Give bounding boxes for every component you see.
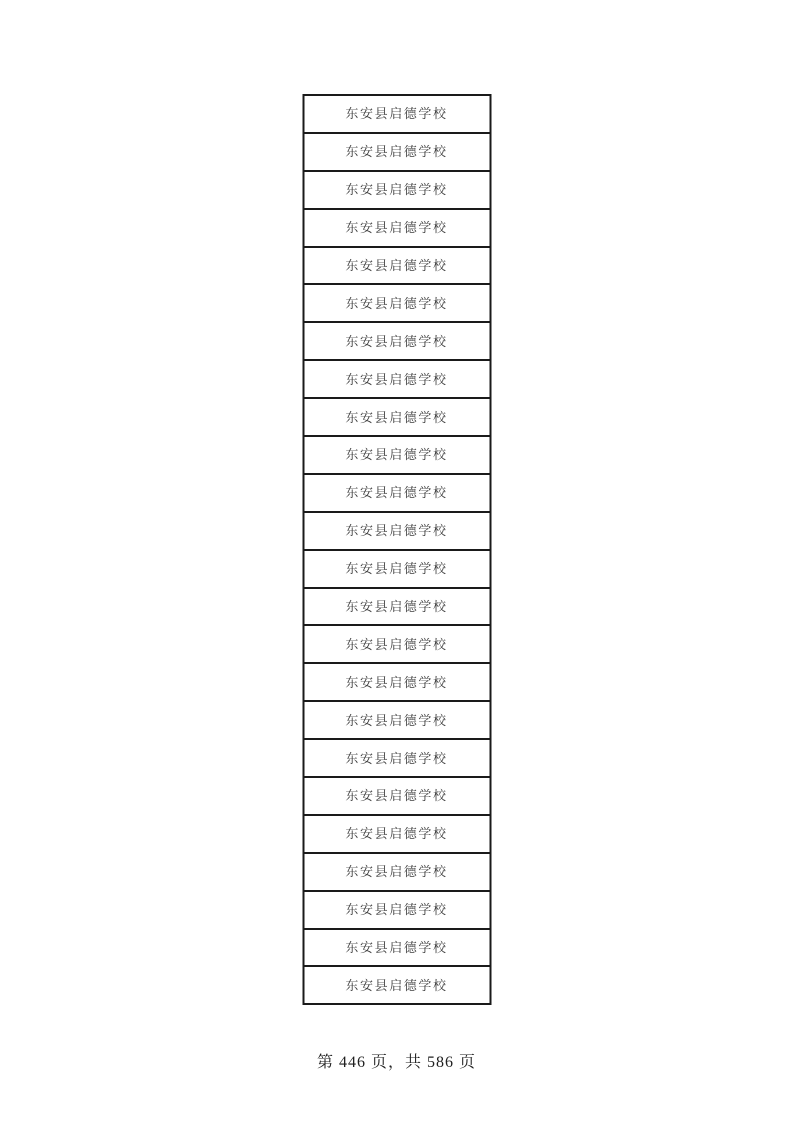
school-name-cell: 东安县启德学校 — [345, 712, 448, 728]
table-row — [303, 474, 490, 512]
school-name-cell: 东安县启德学校 — [345, 864, 448, 880]
table-row — [303, 436, 490, 474]
page-footer — [0, 1049, 793, 1072]
school-name-cell: 东安县启德学校 — [345, 977, 448, 993]
table-row — [303, 777, 490, 815]
table-row — [303, 550, 490, 588]
school-table — [302, 94, 491, 1005]
school-name-cell: 东安县启德学校 — [345, 106, 448, 122]
school-name-cell: 东安县启德学校 — [345, 220, 448, 236]
table-row — [303, 701, 490, 739]
school-name-cell: 东安县启德学校 — [345, 940, 448, 956]
table-row — [303, 891, 490, 929]
table-row — [303, 966, 490, 1004]
table-row — [303, 284, 490, 322]
table-row — [303, 739, 490, 777]
table-row — [303, 398, 490, 436]
school-name-cell: 东安县启德学校 — [345, 333, 448, 349]
school-name-cell: 东安县启德学校 — [345, 636, 448, 652]
school-name-cell: 东安县启德学校 — [345, 447, 448, 463]
school-name-cell: 东安县启德学校 — [345, 144, 448, 160]
school-name-cell: 东安县启德学校 — [345, 182, 448, 198]
school-name-cell: 东安县启德学校 — [345, 523, 448, 539]
school-name-cell: 东安县启德学校 — [345, 674, 448, 690]
school-name-cell: 东安县启德学校 — [345, 371, 448, 387]
table-row — [303, 625, 490, 663]
table-row — [303, 95, 490, 133]
page-number-text: 第 446 页，共 586 页 — [316, 1054, 476, 1071]
school-name-cell: 东安县启德学校 — [345, 409, 448, 425]
school-name-cell: 东安县启德学校 — [345, 599, 448, 615]
school-name-cell: 东安县启德学校 — [345, 788, 448, 804]
school-name-cell: 东安县启德学校 — [345, 258, 448, 273]
table-row — [303, 853, 490, 891]
table-row — [303, 929, 490, 967]
school-name-cell: 东安县启德学校 — [345, 561, 448, 577]
table-row — [303, 663, 490, 701]
school-name-cell: 东安县启德学校 — [345, 902, 448, 918]
school-name-cell: 东安县启德学校 — [345, 485, 448, 501]
school-name-cell: 东安县启德学校 — [345, 295, 448, 311]
table-row — [303, 322, 490, 360]
table-row — [303, 171, 490, 209]
table-row — [303, 247, 490, 285]
school-name-cell: 东安县启德学校 — [345, 750, 448, 766]
table-row — [303, 133, 490, 171]
table-row — [303, 588, 490, 626]
table-row — [303, 512, 490, 550]
table-row — [303, 209, 490, 247]
table-row — [303, 815, 490, 853]
school-name-cell: 东安县启德学校 — [345, 826, 448, 842]
table-row — [303, 360, 490, 398]
